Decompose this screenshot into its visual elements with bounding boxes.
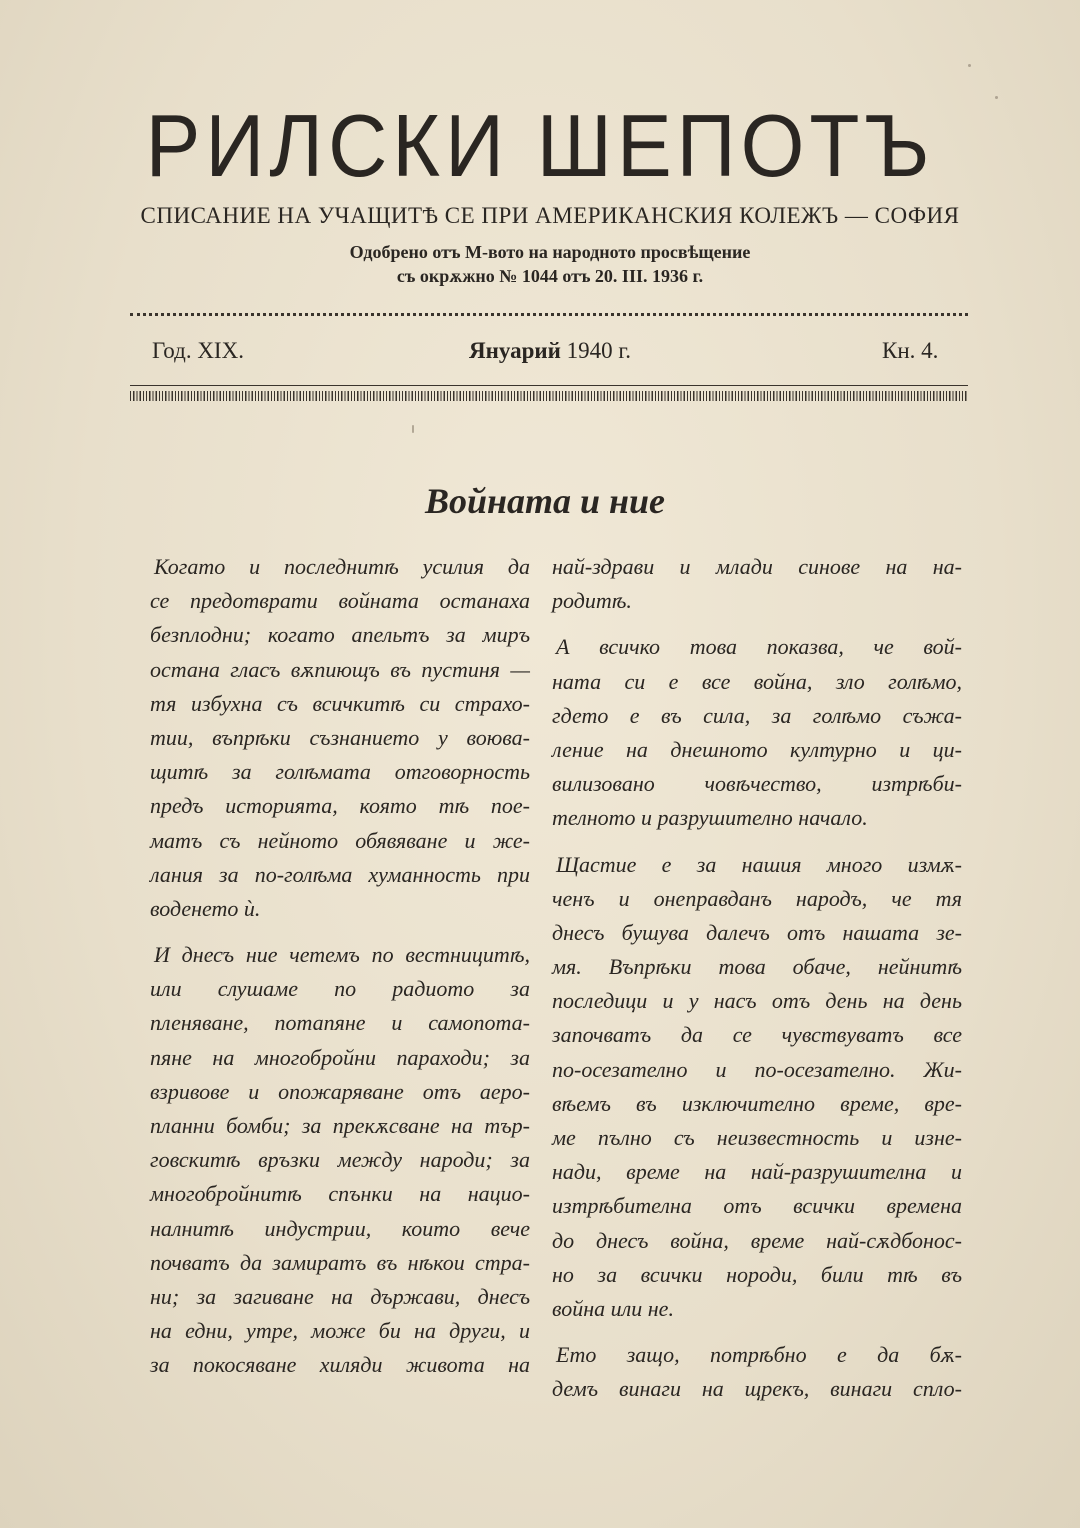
hatched-divider (130, 385, 968, 404)
article-text-line: за покосяване хиляди живота на (150, 1352, 530, 1378)
article-text-line: по-осезателно и по-осезателно. Жи- (552, 1056, 962, 1082)
issue-date-rest: 1940 г. (566, 338, 631, 363)
journal-subtitle: СПИСАНИЕ НА УЧАЩИТѢ СЕ ПРИ АМЕРИКАНСКИЯ КОЛЕЖЪ — СОФИЯ (140, 203, 960, 228)
approval-line-2: съ окрѫжно № 1044 отъ 20. III. 1936 г. (396, 266, 704, 286)
article-text-line: Щастие е за нашия много измѫ- (556, 851, 962, 877)
article-title: Войната и ние (424, 481, 666, 521)
article-text-line: А всичко това показва, че вой- (556, 634, 962, 660)
article-text-line: тя избухна съ всичкитѣ си страхо- (150, 690, 530, 716)
paragraph-gap (552, 618, 962, 630)
article-text-line: щитѣ за голѣмата отговорность (150, 759, 530, 785)
article-text-line: тии, въпрѣки съзнанието у воюва- (150, 724, 530, 750)
article-text-line: до днесъ война, време най-сѫдбонос- (552, 1227, 962, 1253)
article-text-line: взривове и опожаряване отъ аеро- (150, 1078, 530, 1104)
paper-speck (995, 96, 998, 99)
article-text-line: матъ съ нейното обявяване и же- (150, 827, 530, 853)
article-text-line: планни бомби; за прекѫсване на тър- (150, 1113, 530, 1138)
article-text-line: безплодни; когато апельтъ за миръ (150, 622, 530, 648)
article-text-line: демъ винаги на щрекъ, винаги спло- (552, 1376, 962, 1402)
journal-title: РИЛСКИ ШЕПОТЪ (145, 97, 935, 196)
paper-mark (412, 425, 414, 433)
article-text-line: говскитѣ връзки между народи; за (150, 1147, 530, 1173)
article-text-line: вилизовано човѣчество, изтрѣби- (552, 771, 962, 797)
issue-month: Януарий (469, 338, 561, 363)
article-text-line: родитѣ. (552, 588, 632, 614)
dotted-divider (130, 313, 968, 316)
article-text-line: лания за по-голѣма хуманность при (150, 861, 530, 887)
article-text-line: гдето е въ сила, за голѣмо съжа- (552, 702, 962, 728)
approval-line-1: Одобрено отъ М-вото на народното просвѣщение (349, 242, 751, 262)
issue-year: Год. XIX. (152, 338, 244, 363)
article-text-line: се предотврати войната останаха (150, 588, 530, 614)
article-text-line: най-здрави и млади синове на на- (552, 554, 962, 579)
paragraph-gap (552, 836, 962, 848)
article-text-line: вѣемъ въ изключително време, вре- (552, 1090, 962, 1116)
article-text-line: но за всички нороди, били тѣ въ (552, 1261, 962, 1287)
article-text-line: на едни, утре, може би на други, и (150, 1318, 530, 1344)
article-text-line: последици и у насъ отъ день на день (552, 988, 962, 1014)
article-text-line: изтрѣбителна отъ всички времена (552, 1193, 962, 1219)
issue-number: Кн. 4. (882, 338, 939, 363)
article-text-line: ление на днешното културно и ци- (552, 736, 962, 762)
article-left-column (150, 550, 530, 1383)
paper-speck (968, 64, 971, 67)
article-text-line: днесъ бушува далечъ отъ нашата зе- (552, 919, 962, 945)
article-text-line: нади, време на най-разрушителна и (552, 1159, 962, 1185)
article-right-column (552, 550, 962, 1407)
article-text-line: ме пълно съ неизвестность и изне- (552, 1125, 962, 1150)
article-text-line: предъ историята, която тѣ пое- (150, 793, 530, 819)
article-text-line: мя. Въпрѣки това обаче, нейнитѣ (552, 954, 962, 980)
paragraph-gap (552, 1326, 962, 1338)
article-text-line: Когато и последнитѣ усилия да (154, 554, 530, 579)
article-text-line: или слушаме по радиото за (150, 976, 530, 1002)
article-text-line: война или не. (552, 1295, 674, 1321)
article-text-line: налнитѣ индустрии, които вече (150, 1215, 530, 1241)
article-text-line: телното и разрушително начало. (552, 805, 868, 831)
article-text-line: пленяване, потапяне и самопота- (150, 1010, 530, 1036)
article-text-line: ната си е все война, зло голѣмо, (552, 668, 962, 694)
article-text-line: Ето защо, потрѣбно е да бѫ- (556, 1342, 962, 1368)
article-text-line: започватъ да се чувствуватъ все (552, 1022, 962, 1048)
article-text-line: пяне на многобройни параходи; за (150, 1044, 530, 1070)
article-text-line: воденето ѝ. (150, 895, 261, 921)
article-text-line: остана гласъ вѫпиющъ въ пустиня — (150, 656, 530, 682)
article-text-line: многобройнитѣ спънки на нацио- (150, 1181, 530, 1207)
paragraph-gap (150, 926, 530, 938)
article-text-line: почватъ да замиратъ въ нѣкои стра- (150, 1249, 530, 1275)
article-text-line: И днесъ ние четемъ по вестницитѣ, (154, 942, 530, 968)
article-text-line: ченъ и онеправданъ народъ, че тя (552, 885, 962, 911)
article-text-line: ни; за загиване на държави, днесъ (150, 1283, 530, 1309)
